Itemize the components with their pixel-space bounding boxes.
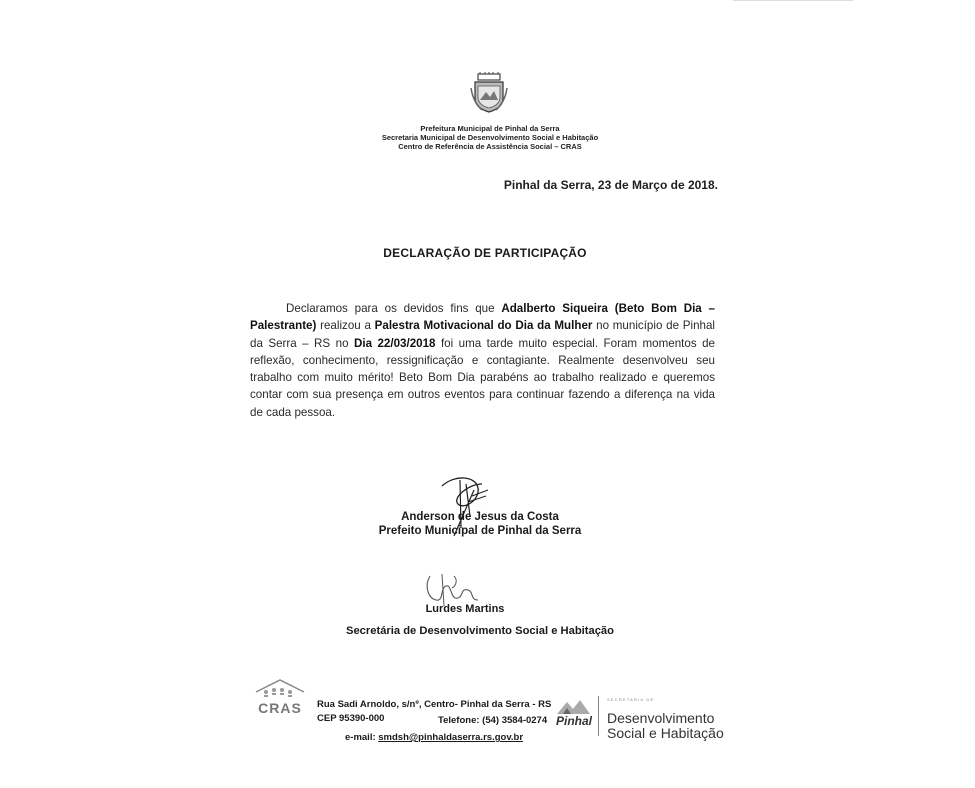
footer-address: Rua Sadi Arnoldo, s/nº, Centro- Pinhal da Serra - RS [317,699,552,710]
letterhead [345,124,635,151]
body-event-date: Dia 22/03/2018 [353,336,436,350]
body-event-name: Palestra Motivacional do Dia da Mulher [374,319,593,333]
declaration-body [250,300,715,421]
signatory-1-role: Prefeito Municipal de Pinhal da Serra [378,525,582,537]
signatory-2-name: Lurdes Martins [425,603,505,615]
footer-cep: CEP 95390-000 [317,713,385,724]
letterhead-line-1: Prefeitura Municipal de Pinhal da Serra [420,124,560,133]
body-text-4: foi uma tarde muito especial. Foram momentos de reflexão, conhecimento, ressignificação e contagiante. Realmente desenvolveu seu trabalho com muito mérito! Beto Bom Dia parabéns ao trabalho realizado e queremos contar com sua presença em outros eventos para continuar fazendo a diferença na vida de cada pessoa. [250,336,715,419]
dept-logo-line-1: Desenvolvimento [607,710,715,726]
signatory-1-name: Anderson de Jesus da Costa [401,511,559,523]
letterhead-line-2: Secretaria Municipal de Desenvolvimento Social e Habitação [381,133,599,142]
footer-phone: Telefone: (54) 3584-0274 [438,715,548,726]
document-date: Pinhal da Serra, 23 de Março de 2018. [503,178,718,192]
dept-logo-line-2: Social e Habitação [607,725,724,741]
document-title: DECLARAÇÃO DE PARTICIPAÇÃO [383,246,587,260]
letterhead-line-3: Centro de Referência de Assistência Social – CRAS [398,142,582,151]
cras-logo-label: CRAS [258,700,302,716]
body-speaker-name: Adalberto Siqueira (Beto Bom Dia – Palestrante) [250,302,715,333]
dept-logo-caption: SECRETARIA DE [607,697,655,702]
body-intro: Declaramos para os devidos fins que [286,302,502,315]
pinhal-logo-label: Pinhal [555,714,592,728]
body-text-2: realizou a [316,319,375,333]
footer-email-line [345,732,545,743]
logo-divider [598,696,599,736]
footer-email[interactable]: smdsh@pinhaldaserra.rs.gov.br [378,732,524,743]
municipal-crest-icon [470,72,508,114]
scan-edge-line [733,0,853,1]
footer-email-label: e-mail: [345,732,379,743]
footer-cep-phone [317,713,557,724]
signatory-2-role: Secretária de Desenvolvimento Social e Habitação [346,625,614,637]
body-text-3: no município de Pinhal da Serra – RS no [250,319,715,350]
